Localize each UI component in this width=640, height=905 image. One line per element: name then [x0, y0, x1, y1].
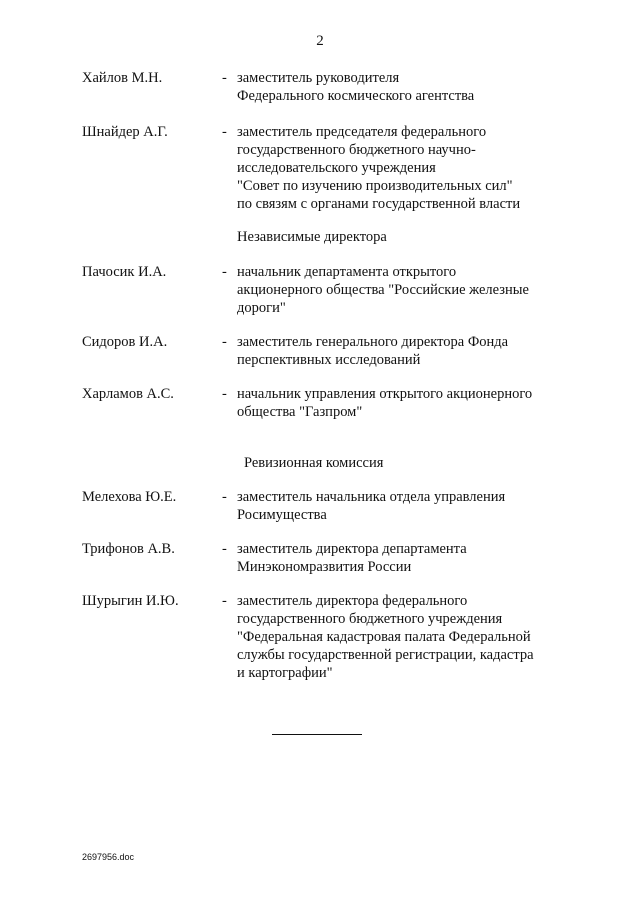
- person-role: [237, 540, 582, 576]
- separator-dash: -: [222, 593, 227, 609]
- document-file-code: 2697956.doc: [82, 852, 135, 862]
- role-line: начальник департамента открытого: [237, 264, 457, 280]
- role-line: государственного бюджетного учреждения: [237, 611, 503, 627]
- role-line: "Совет по изучению производительных сил": [237, 178, 513, 194]
- section-heading-independent-directors: Независимые директора: [237, 229, 387, 245]
- role-line: "Федеральная кадастровая палата Федеральной: [237, 629, 531, 645]
- role-line: начальник управления открытого акционерного: [237, 386, 533, 402]
- role-line: и картографии": [237, 665, 333, 681]
- person-name: Пачосик И.А.: [82, 264, 167, 280]
- role-line: Федерального космического агентства: [237, 88, 475, 104]
- role-line: заместитель директора федерального: [237, 593, 468, 609]
- role-line: заместитель руководителя: [237, 70, 400, 86]
- role-line: по связям с органами государственной власти: [237, 196, 521, 212]
- role-line: перспективных исследований: [237, 352, 421, 368]
- end-of-list-rule: [272, 734, 362, 735]
- role-line: заместитель генерального директора Фонда: [237, 334, 509, 350]
- role-line: службы государственной регистрации, кадастра: [237, 647, 534, 663]
- separator-dash: -: [222, 541, 227, 557]
- role-line: дороги": [237, 300, 286, 316]
- person-role: [237, 592, 582, 682]
- separator-dash: -: [222, 264, 227, 280]
- role-line: заместитель председателя федерального: [237, 124, 487, 140]
- separator-dash: -: [222, 334, 227, 350]
- separator-dash: -: [222, 489, 227, 505]
- separator-dash: -: [222, 386, 227, 402]
- page-number: 2: [316, 33, 324, 49]
- section-heading-audit-commission: Ревизионная комиссия: [244, 455, 384, 471]
- role-line: общества "Газпром": [237, 404, 363, 420]
- person-name: Сидоров И.А.: [82, 334, 168, 350]
- person-role: [237, 385, 582, 421]
- person-role: [237, 263, 582, 317]
- person-name: Шнайдер А.Г.: [82, 124, 168, 140]
- person-role: [237, 333, 582, 369]
- person-name: Хайлов М.Н.: [82, 70, 163, 86]
- role-line: Минэкономразвития России: [237, 559, 412, 575]
- person-name: Шурыгин И.Ю.: [82, 593, 179, 609]
- role-line: заместитель начальника отдела управления: [237, 489, 506, 505]
- separator-dash: -: [222, 70, 227, 86]
- role-line: государственного бюджетного научно-: [237, 142, 476, 158]
- role-line: заместитель директора департамента: [237, 541, 467, 557]
- separator-dash: -: [222, 124, 227, 140]
- person-role: [237, 488, 582, 524]
- role-line: Росимущества: [237, 507, 327, 523]
- person-role: [237, 69, 582, 105]
- person-name: Трифонов А.В.: [82, 541, 175, 557]
- role-line: акционерного общества "Российские железные: [237, 282, 529, 298]
- role-line: исследовательского учреждения: [237, 160, 436, 176]
- person-role: [237, 123, 582, 213]
- person-name: Харламов А.С.: [82, 386, 174, 402]
- person-name: Мелехова Ю.Е.: [82, 489, 177, 505]
